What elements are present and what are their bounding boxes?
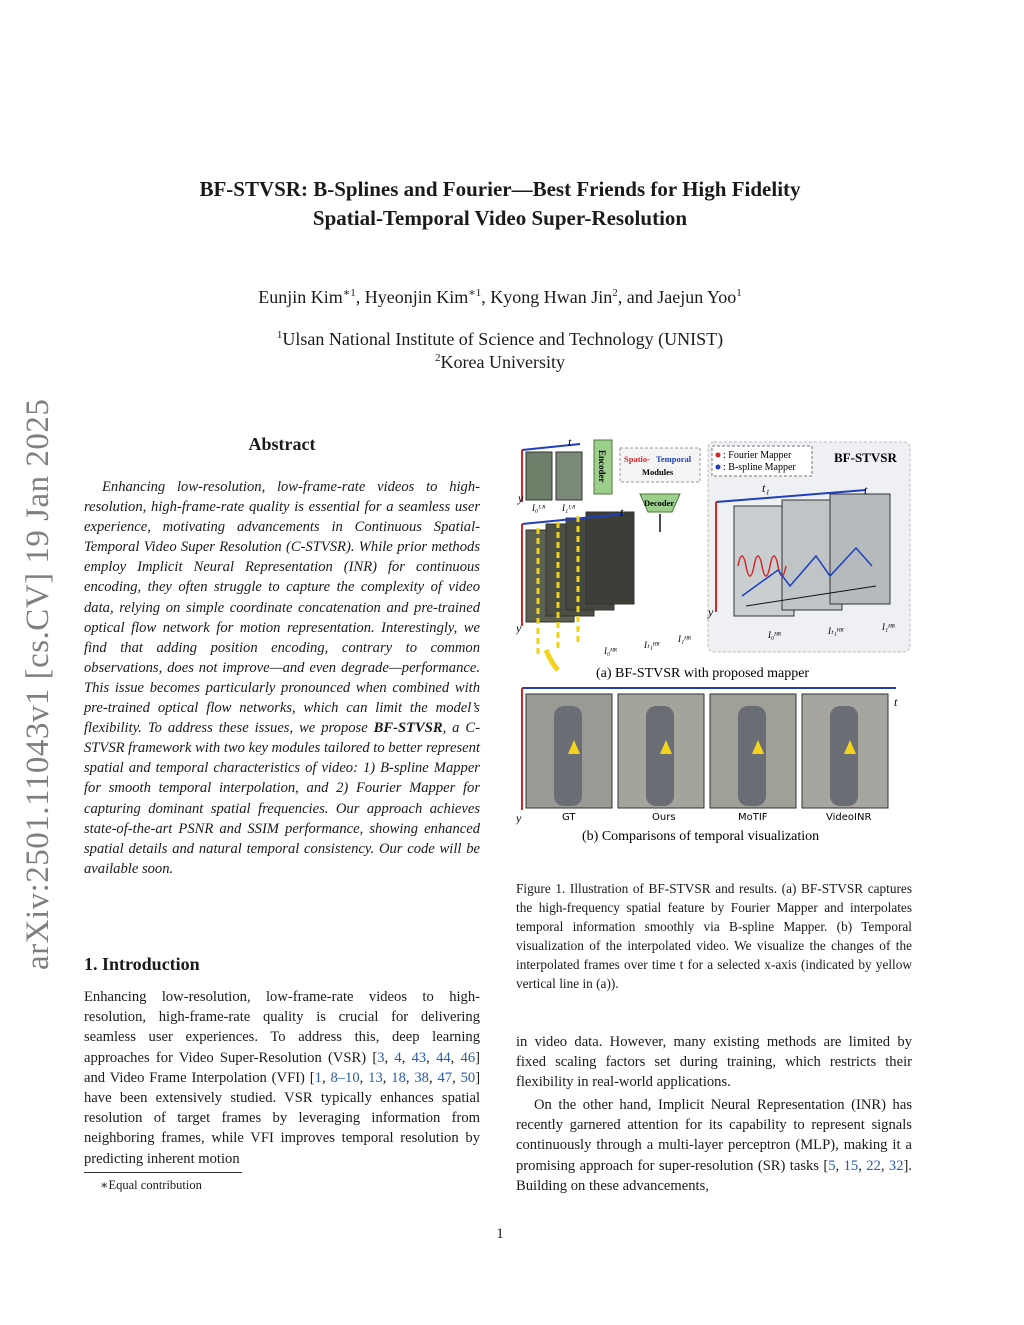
abstract-body [84,477,480,879]
author-name: Kyong Hwan Jin [490,287,613,307]
affil-mark: 2 [435,352,441,364]
right-text: ]. Building on these advancements, [516,1157,913,1194]
citation-link[interactable]: 22 [866,1157,881,1174]
author-sep: , and [617,287,658,307]
temporal-comparison [516,688,898,825]
author-list [0,287,1000,308]
cmp-label-ours: Ours [652,812,676,823]
intro-text: ] and Video Frame Interpolation (VFI) [ [84,1049,481,1086]
axis-t-label: t [568,436,572,449]
modules-label: Modules [642,467,674,477]
page-number: 1 [496,1226,504,1242]
paper-title [0,175,1000,233]
right-text: On the other hand, Implicit Neural Representation (INR) has recently garnered attention for its capability to represent signals continuously through a multi-layer perceptron (MLP), making it a promising approach for super-resolution (SR) tasks [ [516,1097,912,1174]
hr0-label: I₀ᴴᴿ [768,630,782,640]
citation-link[interactable]: 18 [391,1069,406,1086]
lr0-label: I₀ᴸᴿ [532,503,546,513]
citation-link[interactable]: 47 [437,1069,453,1086]
axis-t-label: t [620,505,624,519]
author-sep: , [355,287,365,307]
affil-text: Korea University [440,352,565,372]
encoder-label: Encoder [597,450,607,483]
decoder-label: Decoder [644,498,675,508]
footnote: ∗Equal contribution [100,1178,202,1192]
citation-link[interactable]: 50 [460,1069,476,1086]
intro-text: ] have been extensively studied. VSR typically enhances spatial resolution of target frames by leveraging information from neighboring frames, while VFI improves temporal resolution by predicting inherent motion [84,1069,481,1167]
citation-link[interactable]: 3 [377,1049,385,1066]
selection-arrow [546,650,558,670]
figure-1 [516,436,912,848]
cmp-label-gt: GT [562,812,576,823]
hr1-label: I₁ᴴᴿ [678,634,692,644]
hrt1-label: Iₜ₁ᴴᴿ [828,626,844,636]
axis-t-label: t [864,483,868,497]
intro-paragraph: Enhancing low-resolution, low-frame-rate videos to high-resolution, high-frame-rate quality is crucial for delivering seamless user experiences. To address this, deep learning approaches for Video Super-Resolution (VSR) [3, 4, 43, 44, 46] and Video Frame Interpolation (VFI) [1, 8–10, 13, 18, 38, 47, 50] have been extensively studied. VSR typically enhances spatial resolution of target frames by leveraging information from neighboring frames, while VFI improves temporal resolution by predicting inherent motion [84,989,481,1167]
cmp-label-motif: MoTIF [738,812,768,823]
hr-frame-stack [516,505,691,656]
footnote-rule [84,1172,242,1173]
axis-y-label: y [516,811,522,825]
right-paragraph-2: On the other hand, Implicit Neural Representation (INR) has recently garnered attention for its capability to represent signals continuously through a multi-layer perceptron (MLP), making it a promising approach for super-resolution (SR) tasks [5, 15, 22, 32]. Building on these advancements, [516,1097,913,1194]
affil-text: Ulsan National Institute of Science and Technology (UNIST) [282,329,724,349]
author-affil: ∗1 [468,287,482,299]
author-affil: 1 [736,287,742,299]
citation-link[interactable]: 44 [436,1049,451,1066]
intro-text: Enhancing low-resolution, low-frame-rate videos to high-resolution, high-frame-rate quality is crucial for delivering seamless user experiences. To address this, deep learning approaches for Video Super-Resolution (VSR) [ [84,989,480,1066]
section-heading: 1. Introduction [84,954,200,974]
right-paragraph-continued: in video data. However, many existing methods are limited by fixed scaling factors set during training, which restricts their flexibility in real-world applications. [516,1034,912,1091]
figure-caption: Figure 1. Illustration of BF-STVSR and results. (a) BF-STVSR captures the high-frequency spatial feature by Fourier Mapper and interpolates temporal information smoothly via B-spline Mapper. (b) Temporal visualization of the interpolated video. We visualize the changes of the interpolated frames over time t for a selected x-axis (indicated by yellow vertical line in (a)). [516,881,912,991]
axis-t-label: t [894,695,898,709]
title-line-1: BF-STVSR: B-Splines and Fourier—Best Friends for High Fidelity [199,177,801,201]
bspline-legend-dot [716,465,721,470]
citation-link[interactable]: 32 [888,1157,904,1174]
citation-link[interactable]: 15 [843,1157,859,1174]
axis-y-label: y [516,621,522,635]
title-line-2: Spatial-Temporal Video Super-Resolution [312,206,688,230]
abstract-heading: Abstract [248,434,316,454]
subcaption-a: (a) BF-STVSR with proposed mapper [596,666,810,681]
hrt1-label: Iₜ₁ᴴᴿ [644,640,660,650]
abstract-method-name: BF-STVSR [373,720,443,737]
affiliation-2 [0,352,1000,373]
author-affil: ∗1 [342,287,356,299]
citation-link[interactable]: 38 [414,1069,429,1086]
fourier-legend-label: : Fourier Mapper [723,450,792,461]
citation-link[interactable]: 13 [368,1069,383,1086]
affil-mark: 1 [276,329,283,341]
fourier-legend-dot [716,453,721,458]
hr1-label: I₁ᴴᴿ [882,622,896,632]
citation-link[interactable]: 46 [460,1049,476,1066]
abstract-text: , a C-STVSR framework with two key modules tailored to better represent spatial and temporal characteristics of video: 1) B-spline Mapper for smooth temporal interpolation, and 2) Fourier Mapper for capturing dominant spatial frequencies. Our approach achieves state-of-the-art PSNR and SSIM performance, showing enhanced spatial details and natural temporal consistency. Our code will be available soon. [84,720,481,877]
lr-input-frames [517,436,582,513]
author-name: Hyeonjin Kim [364,287,469,307]
author-name: Eunjin Kim [258,287,343,307]
cmp-label-videoinr: VideoINR [826,812,872,823]
spatio-label: Spatio- [624,454,650,464]
citation-link[interactable]: 8–10 [330,1069,360,1086]
citation-link[interactable]: 4 [394,1049,402,1066]
axis-t1-label: t₁ [762,481,770,495]
abstract-text: Enhancing low-resolution, low-frame-rate videos to high-resolution, high-frame-rate quality is essential for a seamless user experience, motivating advancements in Continuous Spatial-Temporal Video Super Resolution (C-STVSR). While prior methods employ Implicit Neural Representation (INR) for continuous encoding, they often struggle to capture the complexity of video data, relying on simple coordinate concatenation and pre-trained optical flow network for motion representation. Interestingly, we find that adding position encoding, contrary to common observations, does not improve—and even degrade—performance. This issue becomes particularly pronounced when combined with pre-trained optical flow networks, which can limit the model’s flexibility. To address these issues, we propose [84,479,480,737]
citation-link[interactable]: 1 [314,1069,322,1086]
author-sep: , [481,287,491,307]
citation-link[interactable]: 5 [828,1157,836,1174]
axis-y-label: y [518,491,524,505]
arxiv-identifier: arXiv:2501.11043v1 [cs.CV] 19 Jan 2025 [20,398,56,970]
hr0-label: I₀ᴴᴿ [604,646,618,656]
author-name: Jaejun Yoo [657,287,737,307]
bf-stvsr-label: BF-STVSR [834,450,897,465]
author-affil: 2 [612,287,618,299]
subcaption-b: (b) Comparisons of temporal visualization [582,829,820,844]
bspline-legend-label: : B-spline Mapper [723,462,796,473]
axis-y-label: y [708,605,714,619]
lr1-label: I₁ᴸᴿ [562,503,576,513]
temporal-label: Temporal [656,454,692,464]
citation-link[interactable]: 43 [411,1049,427,1066]
affiliation-1 [0,329,1000,350]
